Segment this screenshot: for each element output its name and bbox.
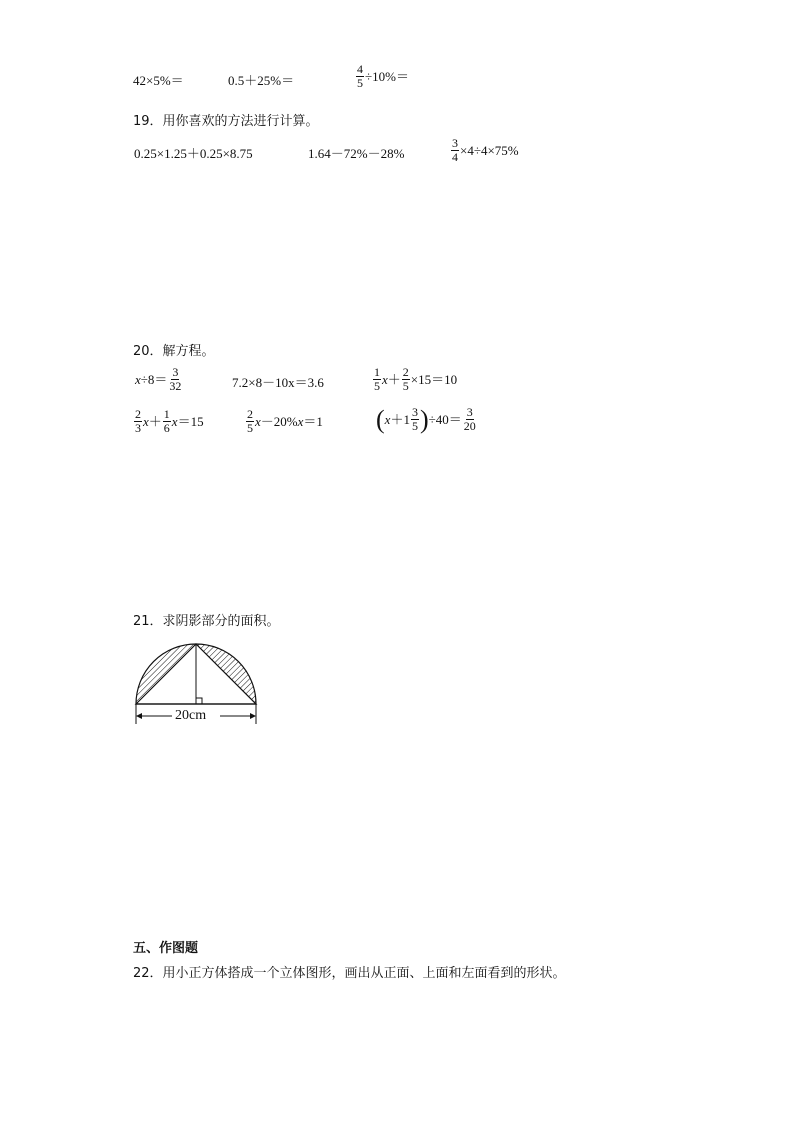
q20-eq1	[135, 366, 183, 393]
expr-text: ＋	[387, 371, 401, 387]
fraction: $\frac{2}{3}$	[135, 407, 141, 435]
expr-text: ＝1	[303, 413, 323, 429]
fraction: $\frac{4}{5}$	[357, 62, 363, 90]
variable: x	[143, 413, 149, 429]
fraction: $\frac{1}{6}$	[163, 407, 170, 435]
variable: x	[384, 411, 391, 427]
close-paren: )	[419, 404, 429, 434]
dimension-label: 20cm	[175, 708, 207, 723]
q20-eq5	[245, 408, 323, 435]
q20-title: 20．解方程。	[133, 344, 215, 359]
q21-title: 21．求阴影部分的面积。	[133, 614, 280, 629]
expr-text: ＋	[148, 413, 162, 429]
dim-arrow-left	[136, 713, 142, 719]
variable: x	[135, 371, 141, 387]
right-angle-mark	[196, 698, 202, 704]
fraction: $\frac{2}{5}$	[247, 407, 253, 435]
q20-eq3	[372, 366, 457, 393]
expr-text: ÷10%＝	[365, 68, 409, 84]
q20-eq4	[133, 408, 204, 435]
dim-arrow-right	[250, 713, 256, 719]
expr-text: ＋1	[390, 411, 410, 427]
expr-text: ÷8＝	[140, 371, 168, 387]
expr-text: ×15＝10	[410, 371, 458, 387]
variable: x	[171, 413, 178, 429]
q20-eq6	[376, 406, 478, 433]
fraction: $\frac{3}{5}$	[411, 405, 418, 433]
variable: x	[255, 413, 261, 429]
variable: x	[297, 413, 304, 429]
q18-expr-c	[355, 63, 409, 90]
open-paren: (	[376, 404, 385, 434]
variable: x	[382, 371, 388, 387]
q19-expr-c	[450, 137, 519, 164]
fraction: $\frac{3}{4}$	[452, 136, 458, 164]
fraction: $\frac{2}{5}$	[402, 365, 409, 393]
expr-text: ÷40＝	[428, 411, 462, 427]
expr-text: ×4÷4×75%	[460, 142, 519, 158]
fraction: $\frac{3}{20}$	[463, 405, 476, 433]
q22-title: 22．用小正方体搭成一个立体图形，画出从正面、上面和左面看到的形状。	[133, 966, 566, 981]
expr-text: ＝15	[177, 413, 204, 429]
q18-expr-a: 42×5%＝	[133, 73, 184, 88]
fraction: $\frac{1}{5}$	[374, 365, 380, 393]
fraction: $\frac{3}{32}$	[169, 365, 182, 393]
q18-expr-b: 0.5＋25%＝	[228, 73, 295, 88]
expr-text: －20%	[260, 413, 298, 429]
q19-title: 19．用你喜欢的方法进行计算。	[133, 114, 319, 129]
q19-expr-a: 0.25×1.25＋0.25×8.75	[134, 146, 253, 161]
q20-eq2: 7.2×8－10x＝3.6	[232, 375, 324, 390]
section-title: 五、作图题	[133, 941, 199, 956]
q19-expr-b: 1.64－72%－28%	[308, 146, 405, 161]
